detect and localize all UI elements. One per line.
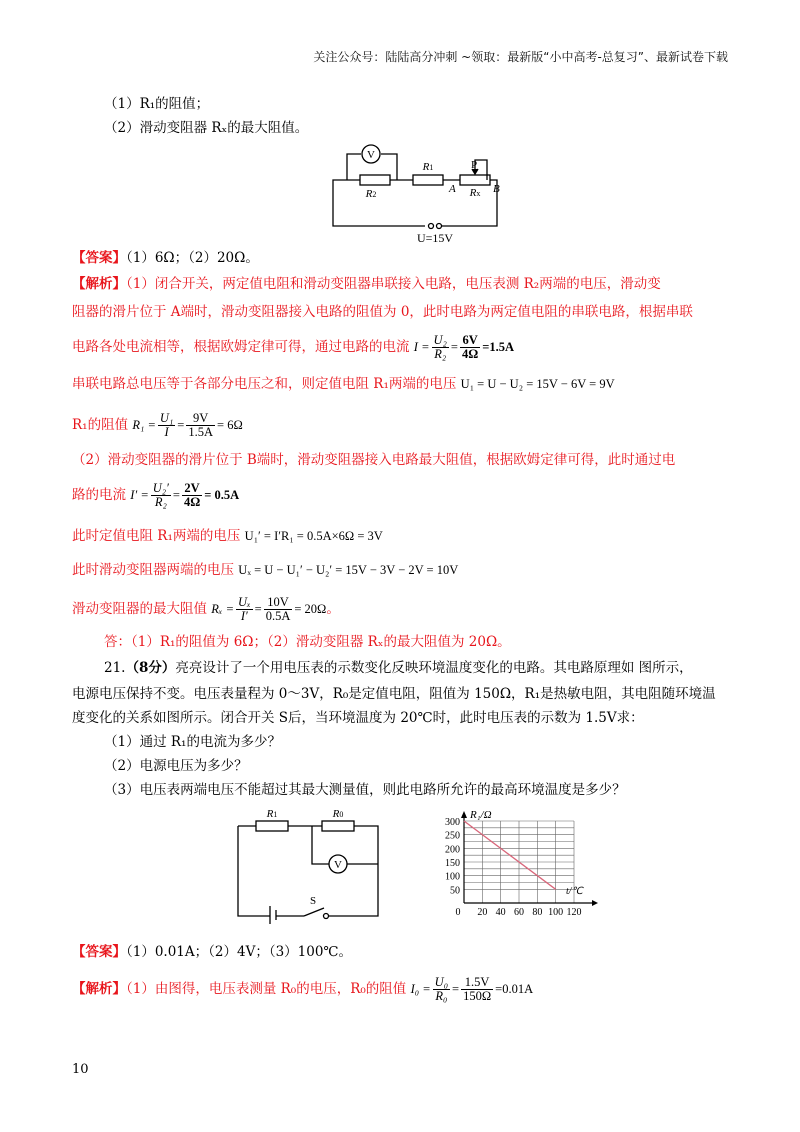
q20-analysis-line1: 【解析】（1）闭合开关，两定值电阻和滑动变阻器串联接入电路，电压表测 R₂两端的电压，滑动变 — [72, 276, 661, 292]
q20-circuit-diagram — [325, 140, 505, 248]
q21-switch-label: S — [310, 895, 317, 907]
page-header: 关注公众号：陆陆高分冲刺 ~领取：最新版“小中高考-总复习”、最新试卷下载 — [313, 50, 728, 64]
slider-p-label: P — [471, 159, 478, 171]
q21-x-tick-label: 120 — [566, 907, 582, 918]
end-b-label: B — [493, 183, 500, 195]
rx-label: Rx — [469, 187, 481, 199]
q20-analysis-line6: （2）滑动变阻器的滑片位于 B端时，滑动变阻器接入电路最大阻值，根据欧姆定律可得，此时通过电 — [72, 452, 676, 468]
q21-sub2: （2）电源电压为多少？ — [104, 758, 248, 774]
q21-y-tick-label: 200 — [445, 844, 460, 856]
voltage-label: U=15V — [416, 231, 454, 245]
r1-label: R1 — [422, 161, 434, 173]
q21-x-tick-label: 60 — [514, 907, 524, 918]
q21-origin-label: 0 — [455, 907, 461, 918]
q20-analysis-line4: 串联电路总电压等于各部分电压之和，则定值电阻 R₁两端的电压 U₁ = U − U₂ = 15V − 6V = 9V — [72, 376, 615, 392]
page-number: 10 — [72, 1062, 89, 1077]
q20-answer: 【答案】（1）6Ω；（2）20Ω。 — [72, 250, 259, 266]
q21-stem-line1: 21.（8分）亮亮设计了一个用电压表的示数变化反映环境温度变化的电路。其电路原理如 图所示， — [104, 660, 693, 676]
q21-sub1: （1）通过 R₁的电流为多少？ — [104, 734, 281, 750]
q20-analysis-line2: 阻器的滑片位于 A端时，滑动变阻器接入电路的阻值为 0，此时电路为两定值电阻的串联电路，根据串联 — [72, 304, 693, 320]
q20-analysis-line8: 此时定值电阻 R₁两端的电压 U₁′ = I′R₁ = 0.5A×6Ω = 3V — [72, 528, 383, 544]
q20-analysis-line7: 路的电流 I′ = $\frac{\text{U₂′}}{\text{R₂}}$ = $\frac{2V}{4\Omega}$ = 0.5A — [72, 481, 240, 509]
r2-label: R2 — [365, 188, 377, 200]
q21-x-tick-label: 100 — [548, 907, 564, 918]
q21-y-tick-label: 100 — [445, 871, 460, 883]
q20-sub2: （2）滑动变阻器 Rₓ的最大阻值。 — [104, 120, 309, 136]
q20-analysis-line3: 电路各处电流相等，根据欧姆定律可得，通过电路的电流 I = $\frac{\text{U₂}}{\text{R₂}}$ = $\frac{6V}{4\Omega}$ =1.5A — [72, 333, 515, 361]
q20-analysis-line5: R₁的阻值 R₁ = $\frac{\text{U₁}}{I}$ = $\frac{9V}{1.5A}$ = 6Ω — [72, 411, 243, 439]
q20-final-answer: 答：（1）R₁的阻值为 6Ω；（2）滑动变阻器 Rₓ的最大阻值为 20Ω。 — [104, 634, 511, 650]
end-a-label: A — [449, 183, 456, 195]
q21-resistance-temperature-graph — [436, 806, 602, 918]
q21-y-axis-label: R₁/Ω — [470, 809, 492, 821]
q21-r1-label: R1 — [266, 808, 278, 820]
q21-analysis-line1: 【解析】（1）由图得，电压表测量 R₀的电压，R₀的阻值 I₀ = $\frac{\text{U₀}}{\text{R₀}}$ = $\frac{1.5V}{150\Omega}$ =0.01A — [72, 975, 534, 1003]
q21-circuit-diagram — [232, 806, 384, 924]
q21-x-tick-label: 40 — [495, 907, 506, 918]
q21-r0-label: R0 — [332, 808, 344, 820]
q21-answer: 【答案】（1）0.01A；（2）4V；（3）100℃。 — [72, 944, 353, 960]
voltmeter-label: V — [367, 149, 375, 161]
q20-sub1: （1）R₁的阻值； — [104, 96, 210, 112]
q21-y-tick-label: 250 — [445, 830, 460, 842]
q21-sub3: （3）电压表两端电压不能超过其最大测量值，则此电路所允许的最高环境温度是多少？ — [104, 782, 626, 798]
q21-y-tick-label: 50 — [450, 885, 460, 897]
q21-y-tick-label: 300 — [445, 817, 460, 828]
q20-analysis-line10: 滑动变阻器的最大阻值 Rₓ = $\frac{\text{Uₓ}}{I'}$ = $\frac{10V}{0.5A}$ = 20Ω。 — [72, 595, 340, 623]
q21-y-tick-label: 150 — [445, 858, 460, 869]
q21-stem-line2: 电源电压保持不变。电压表量程为 0～3V，R₀是定值电阻，阻值为 150Ω，R₁是热敏电阻，其电阻随环境温 — [72, 686, 716, 702]
q21-x-tick-label: 20 — [477, 907, 488, 918]
q21-x-tick-label: 80 — [532, 907, 543, 918]
q21-stem-line3: 度变化的关系如图所示。闭合开关 S后，当环境温度为 20℃时，此时电压表的示数为 1.5V求： — [72, 710, 644, 726]
q21-voltmeter-label: V — [334, 859, 342, 871]
q21-x-axis-label: t/℃ — [566, 886, 583, 897]
q20-analysis-line9: 此时滑动变阻器两端的电压 Uₓ = U − U₁′ − U₂′ = 15V − 3V − 2V = 10V — [72, 562, 459, 578]
